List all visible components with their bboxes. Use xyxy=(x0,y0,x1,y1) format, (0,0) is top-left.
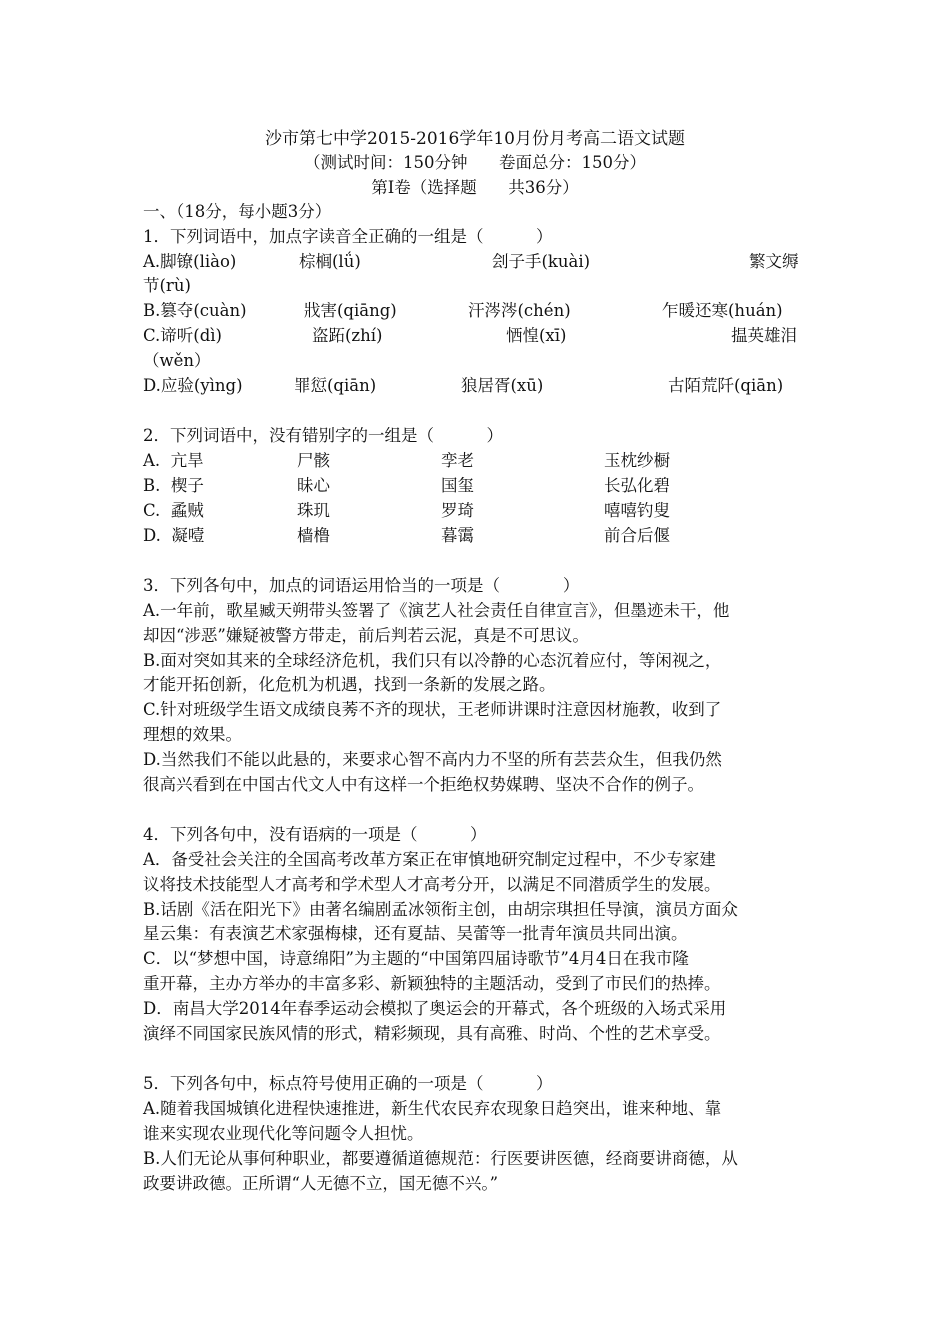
q2-option-c-3: 罗琦 xyxy=(441,501,474,520)
q2-stem: 2．下列词语中，没有错别字的一组是（ ） xyxy=(143,426,503,445)
q4-option-d-line2: 演绎不同国家民族风情的形式，精彩频现，具有高雅、时尚、个性的艺术享受。 xyxy=(143,1024,721,1043)
q1-option-a-3: 刽子手(kuài) xyxy=(492,252,591,271)
q2-option-b-2: 昧心 xyxy=(297,476,330,495)
q3-option-a-line1: A.一年前，歌星臧天朔带头签署了《演艺人社会责任自律宣言》，但墨迹未干，他 xyxy=(143,601,730,620)
q1-option-c-5: （wěn） xyxy=(143,351,211,370)
q3-option-a-line2: 却因“涉恶”嫌疑被警方带走，前后判若云泥，真是不可思议。 xyxy=(143,626,589,645)
q2-option-d-2: 樯橹 xyxy=(297,526,330,545)
q5-option-a-line2: 谁来实现农业现代化等问题令人担忧。 xyxy=(143,1124,424,1143)
q1-option-c-1: C.谛听(dì) xyxy=(143,326,222,345)
part-heading: 第Ⅰ卷（选择题 共36分） xyxy=(371,178,579,197)
q1-stem: 1．下列词语中，加点字读音全正确的一组是（ ） xyxy=(143,227,553,246)
q2-option-b-1: B. 楔子 xyxy=(143,476,204,495)
q3-stem: 3．下列各句中，加点的词语运用恰当的一项是（ ） xyxy=(143,576,580,595)
q5-option-b-line2: 政要讲政德。正所谓“人无德不立，国无德不兴。” xyxy=(143,1174,499,1193)
q3-option-c-line2: 理想的效果。 xyxy=(143,725,242,744)
q4-option-d-line1: D．南昌大学2014年春季运动会模拟了奥运会的开幕式，各个班级的入场式采用 xyxy=(143,999,727,1018)
q4-option-a-line1: A．备受社会关注的全国高考改革方案正在审慎地研究制定过程中，不少专家建 xyxy=(143,850,716,869)
q4-option-a-line2: 议将技术技能型人才高考和学术型人才高考分开，以满足不同潜质学生的发展。 xyxy=(143,875,721,894)
q1-option-a-5: 节(rù) xyxy=(143,276,191,295)
q1-option-d-4: 古陌荒阡(qiān) xyxy=(668,376,784,395)
q1-option-d-2: 罪愆(qiān) xyxy=(294,376,377,395)
q1-option-b-1: B.篡夺(cuàn) xyxy=(143,301,247,320)
q2-option-c-4: 嘻嘻钓叟 xyxy=(604,501,670,520)
q2-option-b-4: 长弘化碧 xyxy=(604,476,670,495)
q2-option-a-3: 孪老 xyxy=(441,451,474,470)
q1-option-c-4: 揾英雄泪 xyxy=(731,326,797,345)
q1-option-b-3: 汗涔涔(chén) xyxy=(468,301,571,320)
exam-title: 沙市第七中学2015-2016学年10月份月考高二语文试题 xyxy=(265,129,685,149)
q2-option-d-4: 前合后偃 xyxy=(604,526,670,545)
q2-option-a-4: 玉枕纱橱 xyxy=(604,451,670,470)
q2-option-b-3: 国玺 xyxy=(441,476,474,495)
q1-option-a-2: 棕榈(lǘ) xyxy=(299,252,361,271)
q3-option-c-line1: C.针对班级学生语文成绩良莠不齐的现状，王老师讲课时注意因材施教，收到了 xyxy=(143,700,722,719)
q4-option-c-line2: 重开幕，主办方举办的丰富多彩、新颖独特的主题活动，受到了市民们的热捧。 xyxy=(143,974,721,993)
q4-option-c-line1: C．以“梦想中国，诗意绵阳”为主题的“中国第四届诗歌节”4月4日在我市隆 xyxy=(143,949,689,968)
q1-option-b-2: 戕害(qiāng) xyxy=(304,301,397,320)
q3-option-d-line1: D.当然我们不能以此悬的，来要求心智不高内力不坚的所有芸芸众生，但我仍然 xyxy=(143,750,722,769)
q1-option-c-2: 盗跖(zhí) xyxy=(312,326,383,345)
q1-option-b-4: 乍暖还寒(huán) xyxy=(662,301,783,320)
q4-option-b-line2: 星云集：有表演艺术家强梅棣，还有夏喆、吴蕾等一批青年演员共同出演。 xyxy=(143,924,688,943)
q1-option-c-3: 恓惶(xī) xyxy=(506,326,567,345)
q3-option-d-line2: 很高兴看到在中国古代文人中有这样一个拒绝权势媒聘、坚决不合作的例子。 xyxy=(143,775,704,794)
q3-option-b-line1: B.面对突如其来的全球经济危机，我们只有以冷静的心态沉着应付，等闲视之， xyxy=(143,651,722,670)
q1-option-a-4: 繁文缛 xyxy=(749,252,799,271)
exam-info: （测试时间：150分钟 卷面总分：150分） xyxy=(304,153,646,172)
q2-option-a-1: A. 亢旱 xyxy=(143,451,204,470)
q5-option-b-line1: B.人们无论从事何种职业，都要遵循道德规范：行医要讲医德，经商要讲商德，从 xyxy=(143,1149,738,1168)
q1-option-d-3: 狼居胥(xū) xyxy=(461,376,544,395)
q2-option-a-2: 尸骸 xyxy=(297,451,330,470)
q4-stem: 4．下列各句中，没有语病的一项是（ ） xyxy=(143,825,487,844)
q4-option-b-line1: B.话剧《活在阳光下》由著名编剧孟冰领衔主创，由胡宗琪担任导演，演员方面众 xyxy=(143,900,738,919)
q2-option-c-2: 珠玑 xyxy=(297,501,330,520)
q2-option-d-3: 暮霭 xyxy=(441,526,474,545)
q1-option-d-1: D.应验(yìng) xyxy=(143,376,243,395)
section-label: 一、（18分，每小题3分） xyxy=(143,202,332,221)
q2-option-d-1: D. 凝噎 xyxy=(143,526,205,545)
q1-option-a-1: A.脚镣(liào) xyxy=(143,252,237,271)
q5-stem: 5．下列各句中，标点符号使用正确的一项是（ ） xyxy=(143,1074,553,1093)
q3-option-b-line2: 才能开拓创新，化危机为机遇，找到一条新的发展之路。 xyxy=(143,675,556,694)
q5-option-a-line1: A.随着我国城镇化进程快速推进，新生代农民弃农现象日趋突出，谁来种地、靠 xyxy=(143,1099,722,1118)
q2-option-c-1: C. 蟊贼 xyxy=(143,501,204,520)
